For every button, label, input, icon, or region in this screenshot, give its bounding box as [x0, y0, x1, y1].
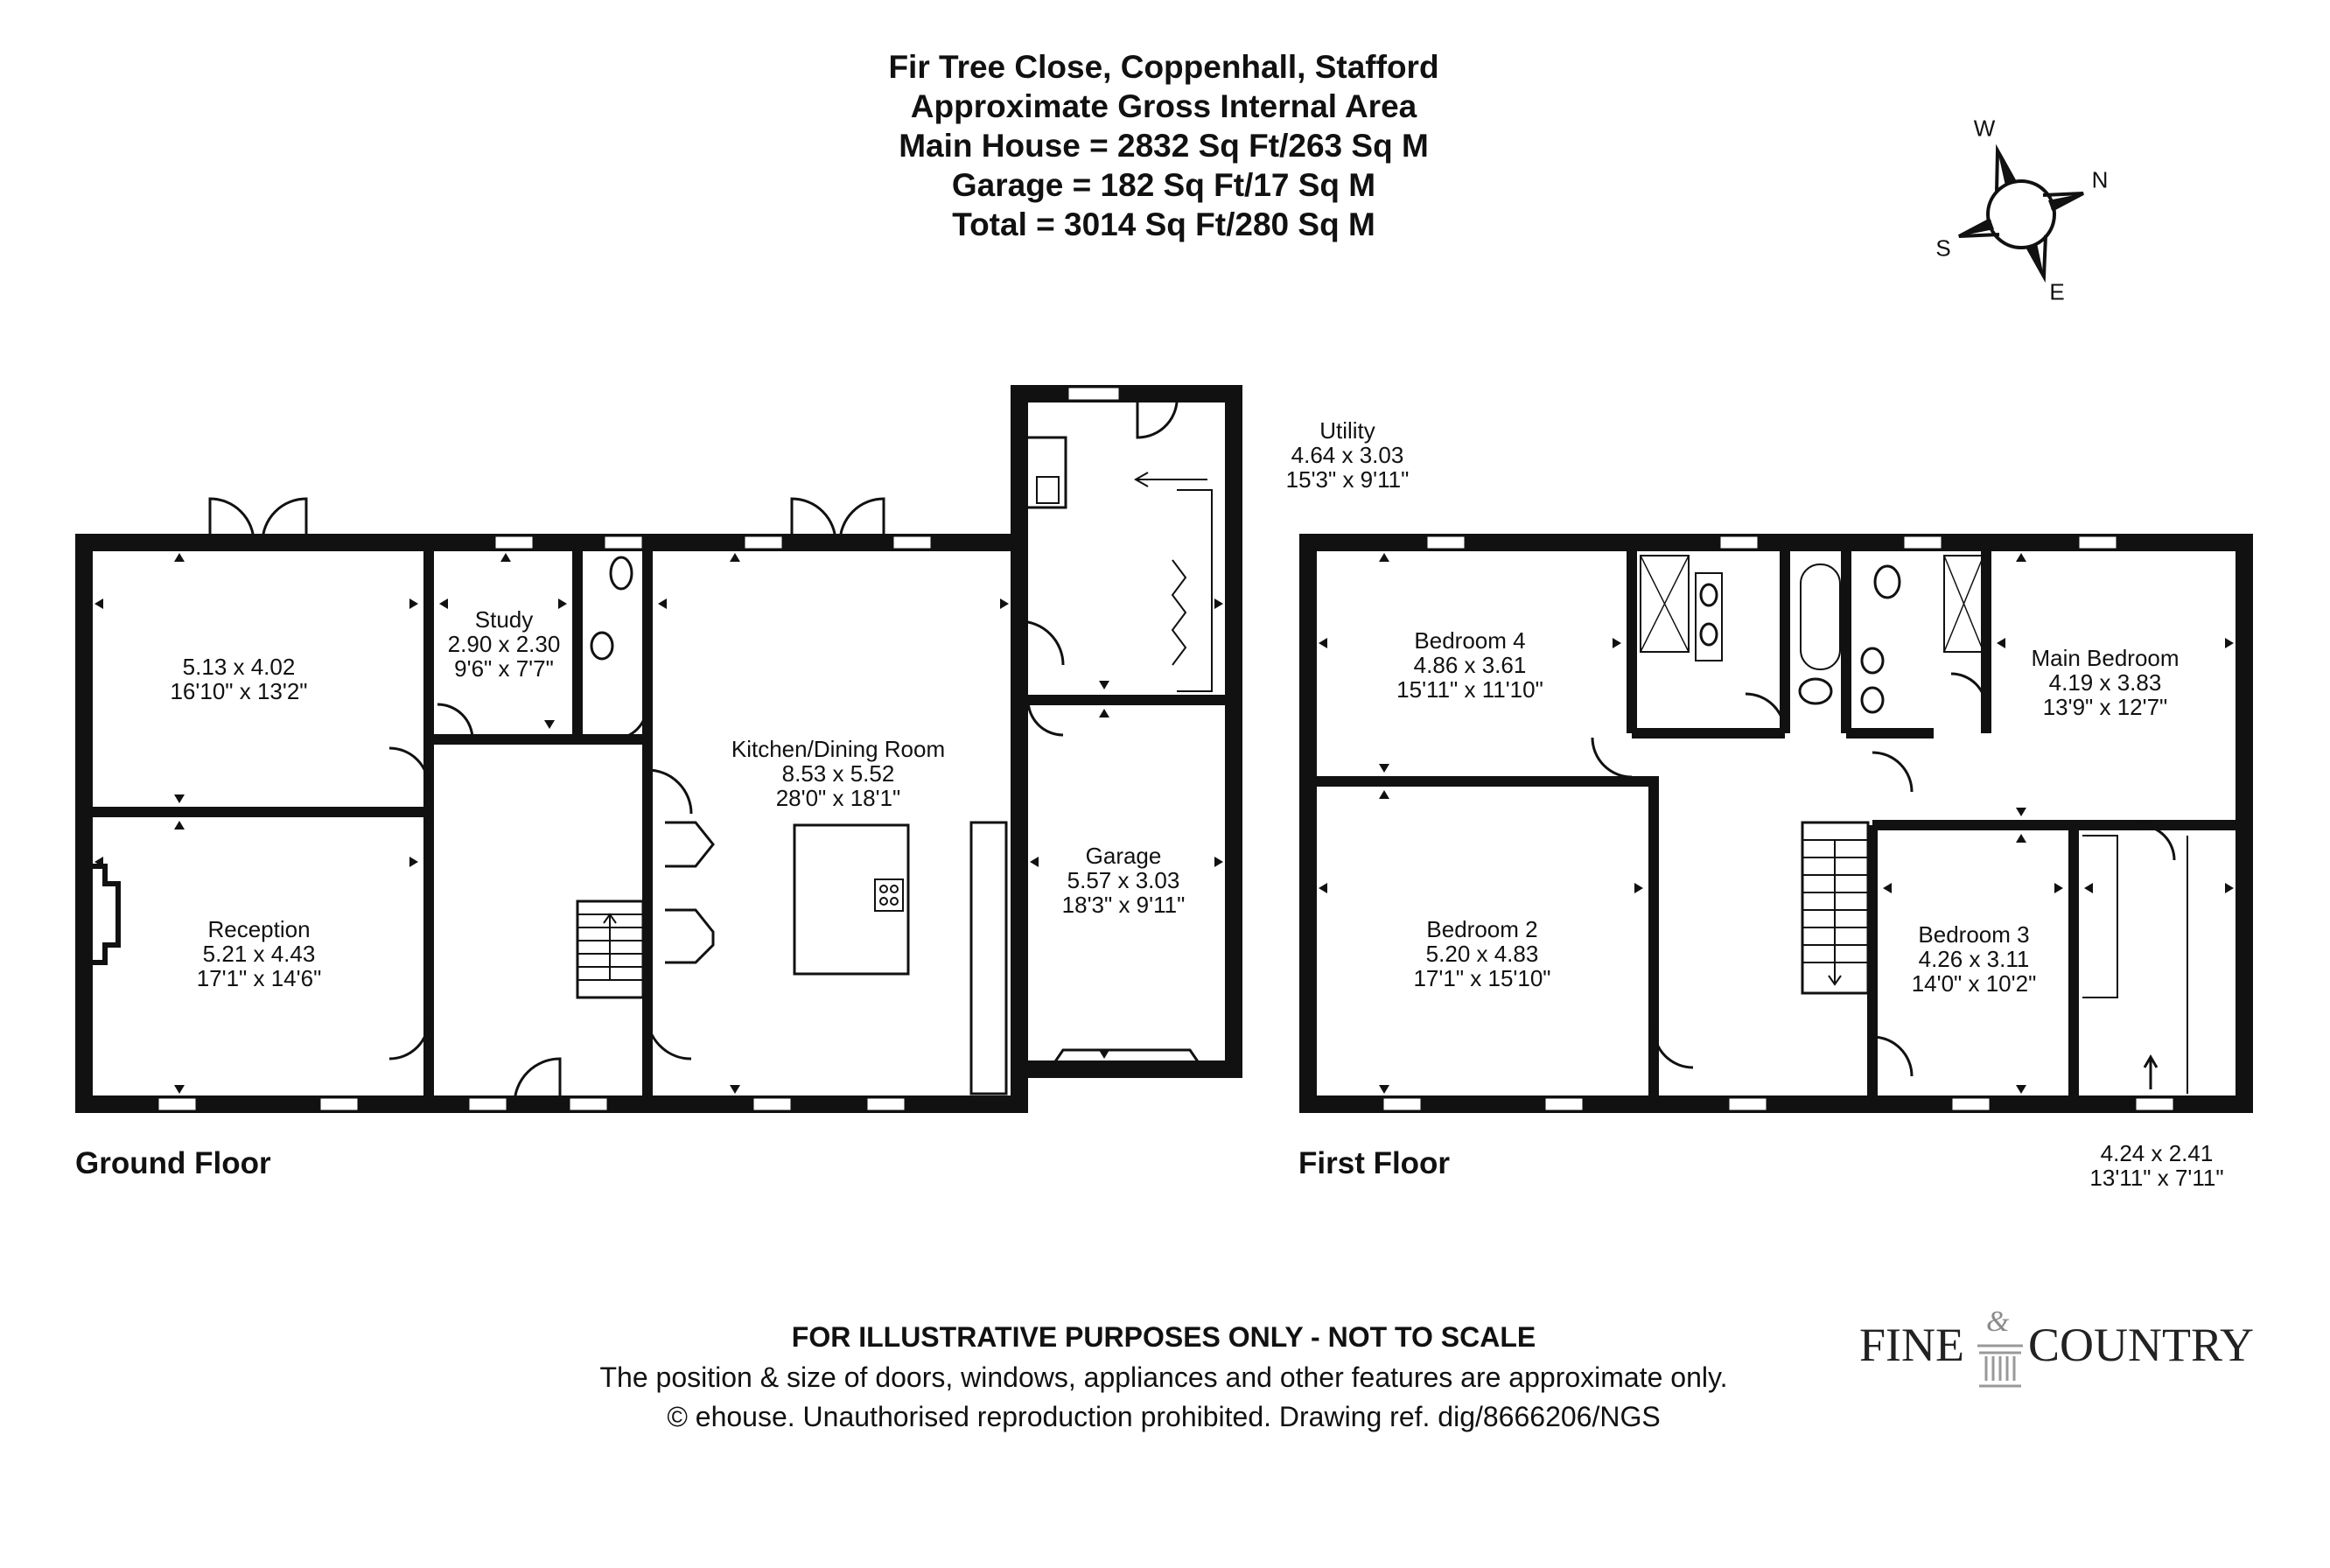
compass-label-e: E [2049, 278, 2065, 305]
bedroom4-imperial: 15'11" x 11'10" [1396, 676, 1543, 703]
disclaimer-line-3: © ehouse. Unauthorised reproduction prohibited. Drawing ref. dig/8666206/NGS [667, 1401, 1661, 1432]
reception-metric: 5.21 x 4.43 [202, 941, 316, 967]
reception-name: Reception [207, 916, 311, 942]
bedroom4-name: Bedroom 4 [1414, 627, 1526, 654]
logo-ampersand: & [1986, 1306, 2010, 1338]
compass-label-s: S [1935, 234, 1951, 262]
compass-label-w: W [1973, 115, 1996, 142]
study-metric: 2.90 x 2.30 [447, 631, 561, 657]
study-label [448, 607, 561, 681]
dressing-metric: 4.24 x 2.41 [2100, 1140, 2214, 1166]
kitchen-name: Kitchen/Dining Room [731, 736, 946, 762]
study-imperial: 9'6" x 7'7" [454, 655, 554, 682]
logo-fine: FINE [1859, 1319, 1964, 1371]
bedroom3-imperial: 14'0" x 10'2" [1911, 970, 2037, 997]
main-house-area: Main House = 2832 Sq Ft/263 Sq M [899, 128, 1429, 164]
bedroom3-metric: 4.26 x 3.11 [1918, 946, 2030, 972]
sitting-room-label [170, 654, 307, 704]
main-bedroom-imperial: 13'9" x 12'7" [2042, 694, 2168, 720]
study-name: Study [474, 606, 534, 633]
main-bedroom-label [2031, 646, 2179, 719]
ground-floor-title: Ground Floor [75, 1146, 271, 1180]
dressing-room-label [2089, 1141, 2223, 1190]
main-bedroom-name: Main Bedroom [2031, 645, 2180, 671]
garage-metric: 5.57 x 3.03 [1067, 867, 1180, 893]
compass-icon [1959, 150, 2083, 276]
garage-label [1062, 844, 1186, 917]
garage-imperial: 18'3" x 9'11" [1061, 892, 1186, 918]
address-title: Fir Tree Close, Coppenhall, Stafford [888, 49, 1439, 85]
disclaimer-heading: FOR ILLUSTRATIVE PURPOSES ONLY - NOT TO SCALE [791, 1321, 1536, 1353]
total-area: Total = 3014 Sq Ft/280 Sq M [952, 206, 1375, 242]
bedroom3-label [1912, 922, 2037, 996]
dressing-imperial: 13'11" x 7'11" [2089, 1165, 2224, 1191]
first-floor-plan [1308, 536, 2244, 1111]
bedroom4-label [1396, 628, 1543, 702]
kitchen-label [731, 737, 945, 810]
fine-and-country-logo-pillar [1977, 1346, 2023, 1386]
ground-floor-plan [84, 387, 1234, 1111]
bedroom2-name: Bedroom 2 [1426, 916, 1538, 942]
main-bedroom-metric: 4.19 x 3.83 [2048, 669, 2162, 696]
garage-name: Garage [1085, 843, 1162, 869]
reception-label [197, 917, 322, 990]
kitchen-imperial: 28'0" x 18'1" [775, 785, 901, 811]
bedroom2-label [1413, 917, 1550, 990]
utility-imperial: 15'3" x 9'11" [1285, 466, 1410, 493]
bedroom2-metric: 5.20 x 4.83 [1425, 941, 1539, 967]
bedroom4-metric: 4.86 x 3.61 [1413, 652, 1527, 678]
area-heading: Approximate Gross Internal Area [910, 88, 1417, 124]
kitchen-metric: 8.53 x 5.52 [781, 760, 895, 787]
utility-label [1286, 418, 1410, 492]
utility-metric: 4.64 x 3.03 [1291, 442, 1404, 468]
utility-name: Utility [1319, 417, 1375, 444]
bedroom2-imperial: 17'1" x 15'10" [1413, 965, 1551, 991]
sitting-room-imperial: 16'10" x 13'2" [170, 678, 308, 704]
garage-area: Garage = 182 Sq Ft/17 Sq M [951, 167, 1376, 203]
compass-label-n: N [2091, 166, 2109, 193]
bedroom3-name: Bedroom 3 [1918, 921, 2030, 948]
first-floor-title: First Floor [1298, 1146, 1451, 1180]
reception-imperial: 17'1" x 14'6" [196, 965, 322, 991]
sitting-room-metric: 5.13 x 4.02 [182, 654, 296, 680]
logo-country: COUNTRY [2028, 1319, 2255, 1371]
disclaimer-line-2: The position & size of doors, windows, appliances and other features are approximate only. [599, 1362, 1728, 1393]
